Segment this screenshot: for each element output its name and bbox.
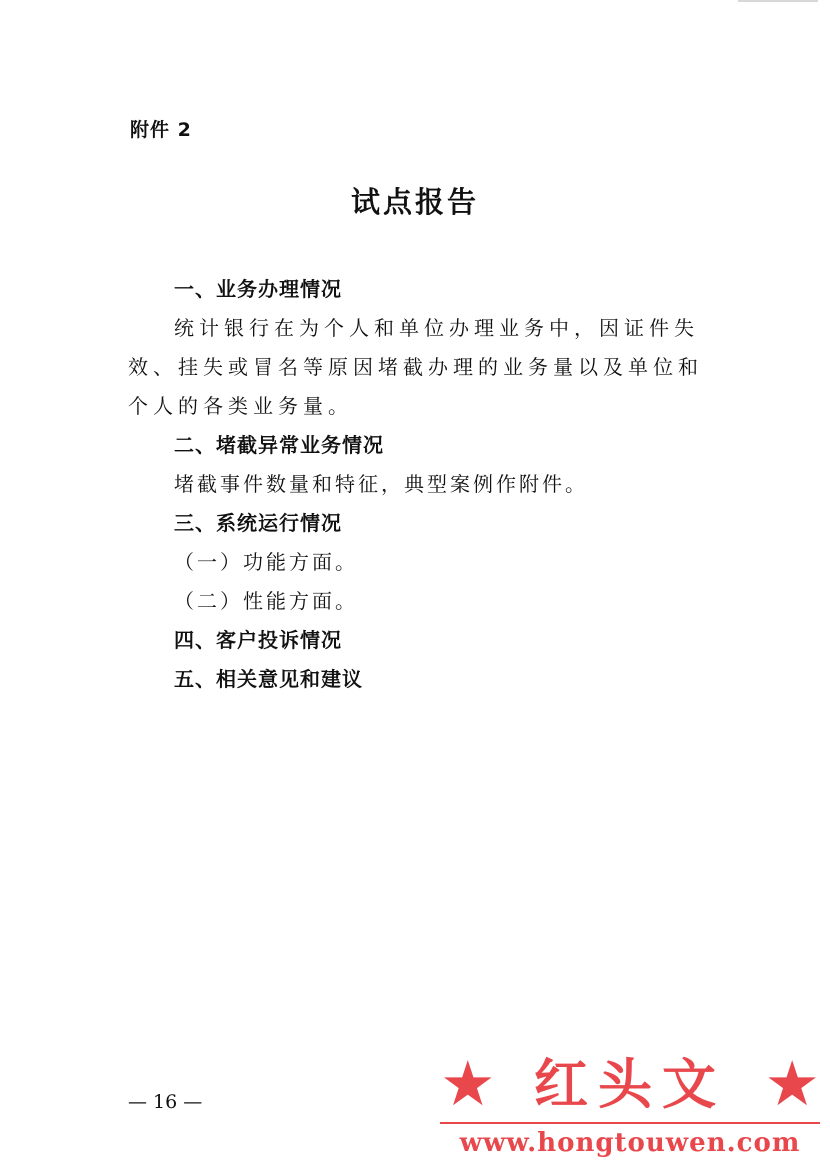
star-icon: ★ bbox=[440, 1047, 496, 1120]
watermark-url: www.hongtouwen.com bbox=[459, 1128, 801, 1158]
section-heading-3: 三、系统运行情况 bbox=[174, 511, 342, 535]
document-body bbox=[128, 270, 713, 699]
section-heading-2: 二、堵截异常业务情况 bbox=[174, 433, 384, 457]
watermark bbox=[440, 1048, 820, 1160]
watermark-rule bbox=[440, 1122, 820, 1124]
attachment-label: 附件 2 bbox=[130, 119, 192, 141]
section-item-function: （一）功能方面。 bbox=[174, 550, 358, 574]
top-edge-rule bbox=[738, 0, 818, 2]
section-paragraph-2: 堵截事件数量和特征，典型案例作附件。 bbox=[174, 472, 588, 496]
watermark-main bbox=[440, 1048, 820, 1120]
star-icon: ★ bbox=[764, 1047, 820, 1120]
page-title: 试点报告 bbox=[350, 185, 479, 219]
section-item-performance: （二）性能方面。 bbox=[174, 589, 358, 613]
watermark-text: 红头文 bbox=[534, 1052, 726, 1116]
section-heading-4: 四、客户投诉情况 bbox=[174, 628, 342, 652]
section-heading-5: 五、相关意见和建议 bbox=[174, 667, 363, 691]
section-heading-1: 一、业务办理情况 bbox=[174, 277, 342, 301]
page-number: — 16 — bbox=[128, 1091, 203, 1113]
section-paragraph-1: 统计银行在为个人和单位办理业务中，因证件失效、挂失或冒名等原因堵截办理的业务量以及单位和个人的各类业务量。 bbox=[128, 316, 703, 418]
